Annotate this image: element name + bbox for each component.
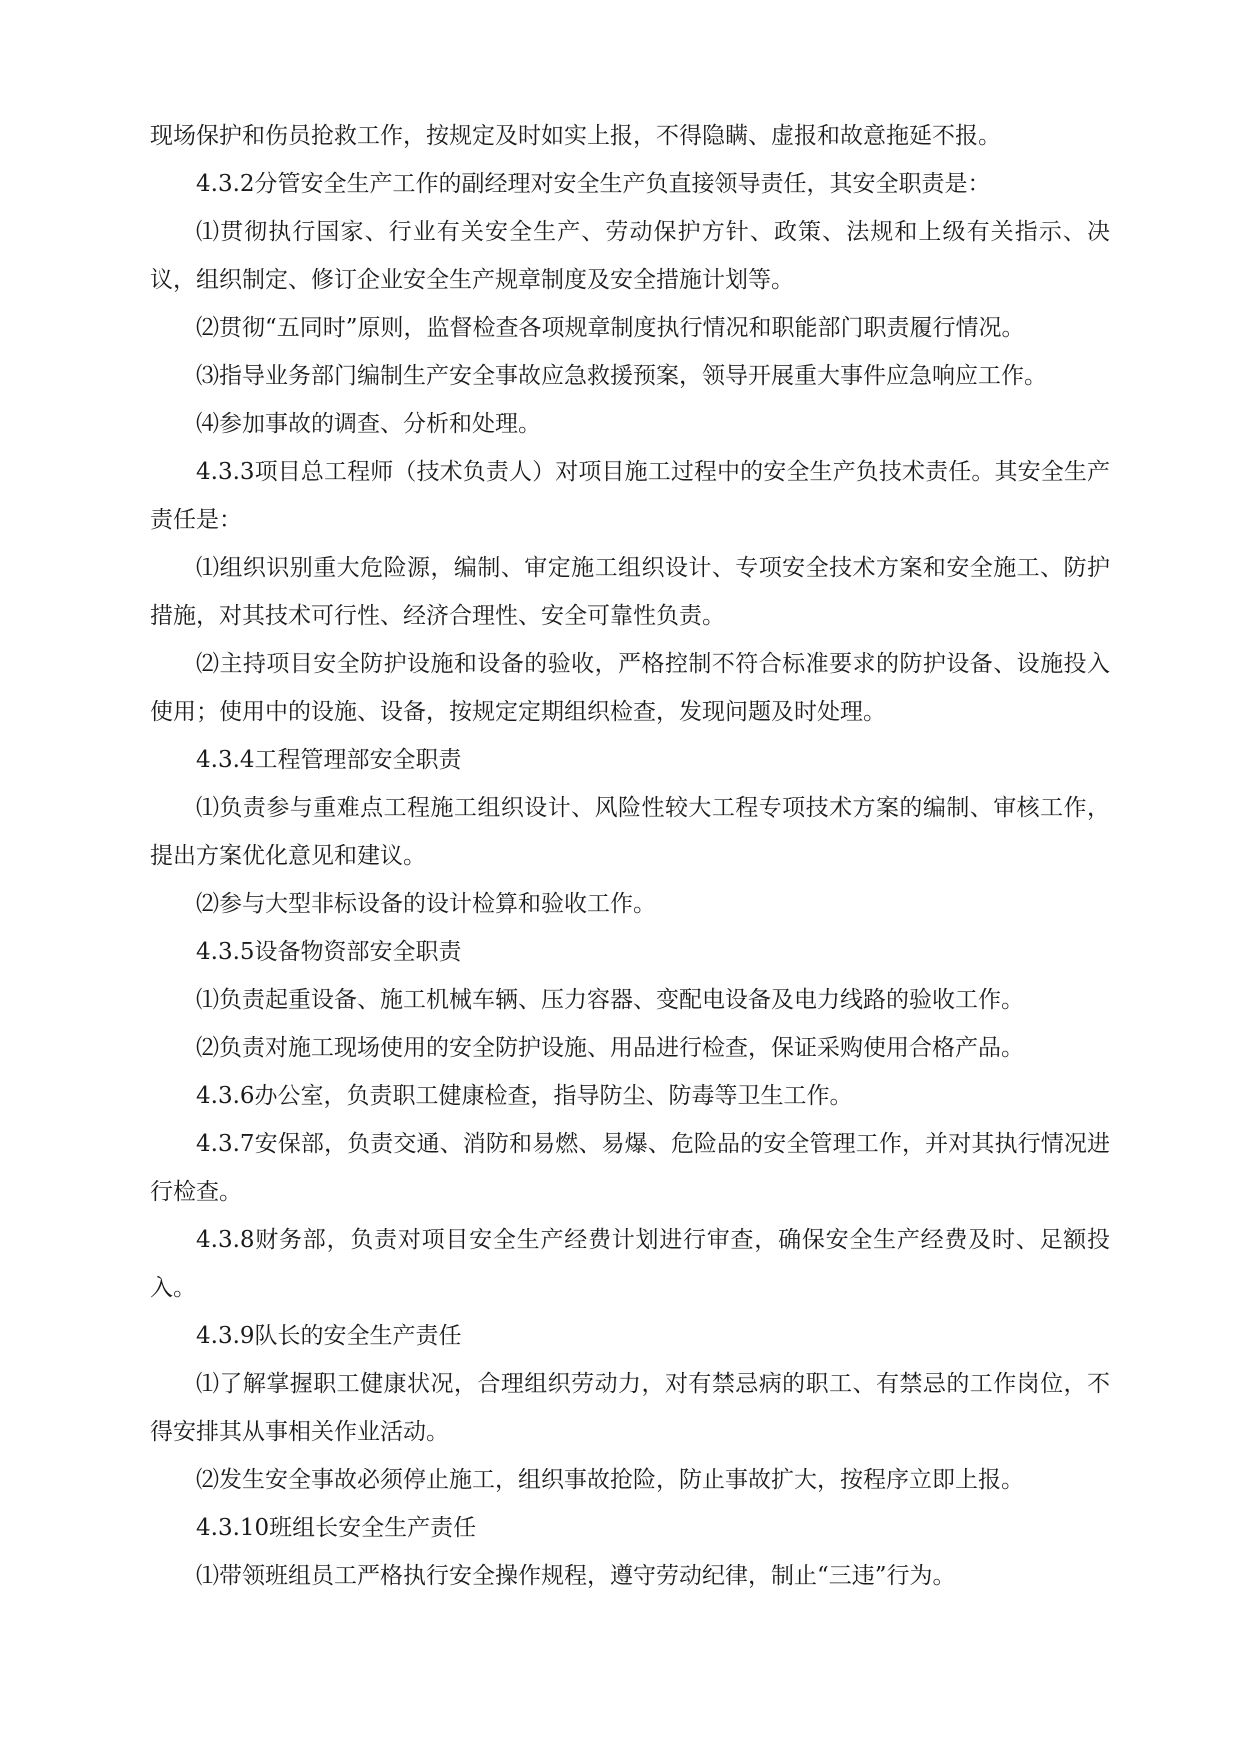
section-4-3-4-heading: 4.3.4工程管理部安全职责	[196, 747, 462, 773]
list-item-4-3-9-2: ⑵发生安全事故必须停止施工，组织事故抢险，防止事故扩大，按程序立即上报。	[196, 1467, 1024, 1493]
list-item-4-3-2-4: ⑷参加事故的调查、分析和处理。	[196, 411, 541, 437]
section-4-3-3-heading: 4.3.3项目总工程师（技术负责人）对项目施工过程中的安全生产负技术责任。其安全生产责任是：	[150, 459, 1110, 533]
paragraph-continuation: 现场保护和伤员抢救工作，按规定及时如实上报，不得隐瞒、虚报和故意拖延不报。	[150, 123, 1001, 149]
list-item-4-3-4-1: ⑴负责参与重难点工程施工组织设计、风险性较大工程专项技术方案的编制、审核工作，提出方案优化意见和建议。	[150, 795, 1110, 869]
section-4-3-10-heading: 4.3.10班组长安全生产责任	[196, 1515, 477, 1541]
list-item-4-3-2-3: ⑶指导业务部门编制生产安全事故应急救援预案，领导开展重大事件应急响应工作。	[196, 363, 1047, 389]
list-item-4-3-5-2: ⑵负责对施工现场使用的安全防护设施、用品进行检查，保证采购使用合格产品。	[196, 1035, 1024, 1061]
list-item-4-3-4-2: ⑵参与大型非标设备的设计检算和验收工作。	[196, 891, 656, 917]
list-item-4-3-9-1: ⑴了解掌握职工健康状况，合理组织劳动力，对有禁忌病的职工、有禁忌的工作岗位，不得安排其从事相关作业活动。	[150, 1371, 1110, 1445]
list-item-4-3-10-1: ⑴带领班组员工严格执行安全操作规程，遵守劳动纪律，制止“三违”行为。	[196, 1563, 956, 1589]
list-item-4-3-5-1: ⑴负责起重设备、施工机械车辆、压力容器、变配电设备及电力线路的验收工作。	[196, 987, 1024, 1013]
list-item-4-3-3-1: ⑴组织识别重大危险源，编制、审定施工组织设计、专项安全技术方案和安全施工、防护措施，对其技术可行性、经济合理性、安全可靠性负责。	[150, 555, 1110, 629]
section-4-3-8: 4.3.8财务部，负责对项目安全生产经费计划进行审查，确保安全生产经费及时、足额投入。	[150, 1227, 1110, 1301]
section-4-3-2-heading: 4.3.2分管安全生产工作的副经理对安全生产负直接领导责任，其安全职责是：	[196, 171, 991, 197]
list-item-4-3-2-2: ⑵贯彻“五同时”原则，监督检查各项规章制度执行情况和职能部门职责履行情况。	[196, 315, 1025, 341]
section-4-3-9-heading: 4.3.9队长的安全生产责任	[196, 1323, 462, 1349]
section-4-3-6: 4.3.6办公室，负责职工健康检查，指导防尘、防毒等卫生工作。	[196, 1083, 853, 1109]
section-4-3-7: 4.3.7安保部，负责交通、消防和易燃、易爆、危险品的安全管理工作，并对其执行情况进行检查。	[150, 1131, 1110, 1205]
list-item-4-3-2-1: ⑴贯彻执行国家、行业有关安全生产、劳动保护方针、政策、法规和上级有关指示、决议，组织制定、修订企业安全生产规章制度及安全措施计划等。	[150, 219, 1110, 293]
document-body	[150, 112, 1110, 1600]
list-item-4-3-3-2: ⑵主持项目安全防护设施和设备的验收，严格控制不符合标准要求的防护设备、设施投入使用；使用中的设施、设备，按规定定期组织检查，发现问题及时处理。	[150, 651, 1110, 725]
section-4-3-5-heading: 4.3.5设备物资部安全职责	[196, 939, 462, 965]
